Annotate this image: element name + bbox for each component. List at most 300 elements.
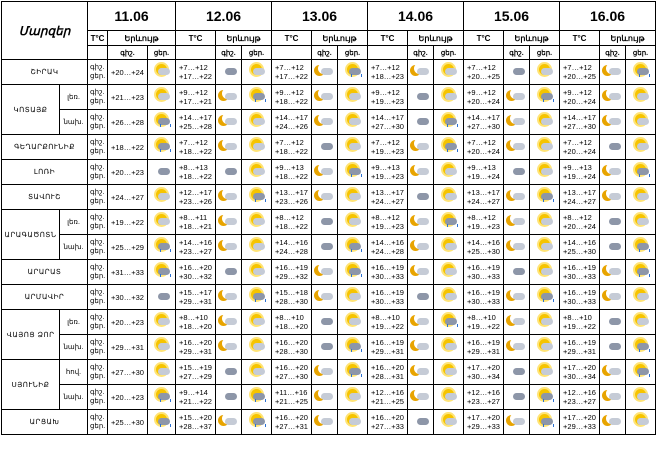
day-subheader: ցեր. — [530, 46, 560, 60]
moon-cloud-icon — [412, 312, 430, 327]
weather-column-header: Երևույթ — [504, 31, 560, 46]
temp-column-header: T°C — [272, 31, 312, 46]
night-temp: +7…+12 — [275, 138, 304, 147]
day-temp: +28…+31 — [371, 372, 404, 381]
night-temp: +16…+19 — [371, 263, 404, 272]
day-temp: +29…+33 — [563, 422, 596, 431]
day-weather-cell — [434, 260, 464, 285]
day-night-labels — [88, 260, 108, 285]
region-name: ԳԵՂԱՐՔՈՒՆԻՔ — [2, 135, 88, 160]
night-temp: +17…+20 — [563, 413, 596, 422]
rain-icon — [440, 312, 458, 327]
night-temp: +16…+19 — [371, 288, 404, 297]
night-temp: +14…+17 — [275, 113, 308, 122]
night-temp: +12…+16 — [467, 388, 500, 397]
sun-cloud-icon — [248, 312, 266, 327]
sun-cloud-icon — [344, 87, 362, 102]
night-temp: +15…+18 — [275, 288, 308, 297]
night-label: գիշ. — [90, 339, 105, 346]
temp-cell — [176, 385, 216, 410]
cloud-icon — [508, 162, 526, 177]
moon-cloud-icon — [508, 87, 526, 102]
day-temp: +25…+30 — [563, 247, 596, 256]
weather-icon — [153, 162, 171, 177]
night-weather-cell — [408, 210, 434, 235]
temp-cell — [464, 160, 504, 185]
night-temp: +16…+19 — [563, 263, 596, 272]
night-weather-cell — [408, 260, 434, 285]
night-temp: +16…+20 — [371, 363, 404, 372]
region-name: ԱՐՄԱՎԻՐ — [2, 285, 88, 310]
night-weather-cell — [504, 310, 530, 335]
night-weather-cell — [408, 385, 434, 410]
day-temp: +27…+30 — [371, 122, 404, 131]
sun-cloud-icon — [440, 287, 458, 302]
sun-cloud-icon — [632, 312, 650, 327]
region-name: ՎԱՅՈՑ ՁՈՐ — [2, 310, 60, 360]
weather-icon — [153, 212, 171, 227]
night-label: գիշ. — [90, 389, 105, 396]
temp-cell — [368, 60, 408, 85]
cloud-icon — [604, 337, 622, 352]
weather-cell — [148, 285, 176, 310]
day-temp: +21…+25 — [371, 397, 404, 406]
table-row — [2, 235, 656, 260]
temp-column-header: T°C — [560, 31, 600, 46]
night-weather-cell — [504, 260, 530, 285]
day-weather-cell — [434, 60, 464, 85]
day-weather-cell — [242, 185, 272, 210]
night-temp: +14…+17 — [467, 113, 500, 122]
night-weather-cell — [600, 285, 626, 310]
temp-cell: +20…+23 — [108, 385, 148, 410]
night-temp: +8…+12 — [467, 213, 496, 222]
day-temp: +30…+33 — [467, 297, 500, 306]
weather-cell — [148, 360, 176, 385]
night-weather-cell — [216, 135, 242, 160]
day-weather-cell — [434, 185, 464, 210]
night-temp: +7…+12 — [563, 138, 592, 147]
night-weather-cell — [216, 210, 242, 235]
temp-cell — [176, 335, 216, 360]
weather-icon — [153, 337, 171, 352]
day-temp: +30…+33 — [467, 272, 500, 281]
night-temp: +14…+17 — [563, 113, 596, 122]
night-weather-cell — [312, 260, 338, 285]
weather-icon — [153, 362, 171, 377]
day-temp: +23…+27 — [467, 397, 500, 406]
temp-cell — [368, 385, 408, 410]
night-weather-cell — [216, 360, 242, 385]
weather-cell — [148, 60, 176, 85]
temp-cell — [272, 310, 312, 335]
subregion-label: լեռ. — [60, 85, 88, 110]
day-weather-cell — [242, 385, 272, 410]
temp-cell: +19…+22 — [108, 210, 148, 235]
night-weather-cell — [408, 410, 434, 435]
night-weather-cell — [504, 360, 530, 385]
sun-cloud-icon — [248, 262, 266, 277]
day-weather-cell — [530, 260, 560, 285]
sun-cloud-icon — [248, 337, 266, 352]
day-temp: +17…+21 — [179, 97, 212, 106]
temp-cell: +18…+22 — [108, 135, 148, 160]
rain-icon — [632, 237, 650, 252]
cloud-icon — [508, 387, 526, 402]
night-weather-cell — [600, 260, 626, 285]
day-weather-cell — [626, 135, 656, 160]
day-weather-cell — [434, 360, 464, 385]
temp-cell — [560, 210, 600, 235]
temp-cell — [560, 85, 600, 110]
temp-cell: +21…+23 — [108, 85, 148, 110]
temp-cell: +29…+31 — [108, 335, 148, 360]
temp-cell — [464, 410, 504, 435]
sun-cloud-icon — [632, 87, 650, 102]
moon-cloud-icon — [508, 287, 526, 302]
day-temp: +30…+33 — [563, 297, 596, 306]
temp-subheader — [464, 46, 504, 60]
day-weather-cell — [242, 210, 272, 235]
moon-cloud-icon — [604, 262, 622, 277]
night-temp: +16…+19 — [467, 263, 500, 272]
night-weather-cell — [600, 60, 626, 85]
day-night-labels — [88, 410, 108, 435]
moon-cloud-icon — [412, 137, 430, 152]
day-temp: +20…+24 — [467, 97, 500, 106]
night-temp: +8…+10 — [371, 313, 400, 322]
sun-cloud-icon — [344, 212, 362, 227]
day-temp: +25…+28 — [179, 122, 212, 131]
weather-cell — [148, 210, 176, 235]
day-weather-cell — [338, 310, 368, 335]
night-weather-cell — [600, 210, 626, 235]
day-weather-cell — [338, 85, 368, 110]
day-weather-cell — [434, 385, 464, 410]
day-weather-cell — [626, 85, 656, 110]
day-temp: +20…+24 — [563, 222, 596, 231]
subregion-label: նախ. — [60, 385, 88, 410]
weather-cell — [148, 185, 176, 210]
temp-cell — [176, 85, 216, 110]
temp-cell — [272, 60, 312, 85]
weather-cell — [148, 310, 176, 335]
day-weather-cell — [242, 335, 272, 360]
cloud-icon — [508, 262, 526, 277]
day-temp: +27…+30 — [467, 122, 500, 131]
day-label: ցեր. — [90, 248, 106, 255]
temp-cell — [176, 235, 216, 260]
day-night-labels — [88, 310, 108, 335]
night-weather-cell — [312, 335, 338, 360]
moon-cloud-icon — [604, 412, 622, 427]
temp-cell — [464, 260, 504, 285]
sun-cloud-icon — [248, 162, 266, 177]
temp-cell — [464, 135, 504, 160]
day-weather-cell — [530, 185, 560, 210]
weather-icon — [153, 62, 171, 77]
night-temp: +7…+12 — [179, 63, 208, 72]
temp-cell — [272, 135, 312, 160]
night-weather-cell — [408, 110, 434, 135]
night-temp: +9…+12 — [275, 88, 304, 97]
day-night-labels — [88, 110, 108, 135]
day-night-labels — [88, 185, 108, 210]
day-night-labels — [88, 335, 108, 360]
region-name: ՏԱՎՈՒՇ — [2, 185, 88, 210]
rain-icon — [536, 87, 554, 102]
moon-cloud-icon — [220, 137, 238, 152]
night-weather-cell — [216, 85, 242, 110]
temp-cell: +27…+30 — [108, 360, 148, 385]
night-temp: +8…+12 — [371, 213, 400, 222]
night-weather-cell — [504, 235, 530, 260]
night-weather-cell — [312, 285, 338, 310]
table-row — [2, 210, 656, 235]
temp-cell — [272, 335, 312, 360]
day-weather-cell — [626, 160, 656, 185]
moon-cloud-icon — [316, 412, 334, 427]
night-label: գիշ. — [90, 64, 105, 71]
moon-cloud-icon — [508, 212, 526, 227]
day-weather-cell — [530, 385, 560, 410]
temp-cell — [176, 285, 216, 310]
temp-cell — [560, 60, 600, 85]
moon-cloud-icon — [508, 412, 526, 427]
night-temp: +16…+19 — [563, 288, 596, 297]
night-temp: +15…+20 — [179, 413, 212, 422]
rain-icon — [536, 387, 554, 402]
weather-cell — [148, 85, 176, 110]
day-weather-cell — [242, 110, 272, 135]
night-weather-cell — [312, 160, 338, 185]
temp-cell: +20…+23 — [108, 160, 148, 185]
day-label: ցեր. — [90, 173, 106, 180]
cloud-icon — [220, 262, 238, 277]
day-weather-cell — [242, 160, 272, 185]
weather-icon — [153, 387, 171, 402]
temp-cell — [560, 235, 600, 260]
weather-column-header: Երևույթ — [408, 31, 464, 46]
sun-cloud-icon — [536, 237, 554, 252]
rain-icon — [344, 262, 362, 277]
day-weather-cell — [338, 110, 368, 135]
day-temp: +17…+22 — [275, 72, 308, 81]
day-weather-cell — [338, 160, 368, 185]
rain-icon — [248, 187, 266, 202]
night-weather-cell — [600, 110, 626, 135]
cloud-icon — [220, 387, 238, 402]
day-temp: +19…+24 — [563, 172, 596, 181]
night-weather-cell — [600, 335, 626, 360]
day-temp: +19…+23 — [371, 172, 404, 181]
date-header: 13.06 — [272, 2, 368, 31]
temp-cell: +20…+24 — [108, 60, 148, 85]
night-temp: +8…+11 — [179, 213, 208, 222]
temp-cell — [176, 260, 216, 285]
day-subheader: ցեր. — [148, 46, 176, 60]
rain-icon — [440, 112, 458, 127]
night-weather-cell — [216, 260, 242, 285]
date-header: 16.06 — [560, 2, 656, 31]
temp-cell — [464, 360, 504, 385]
day-weather-cell — [338, 410, 368, 435]
table-row — [2, 285, 656, 310]
subregion-label: լեռ. — [60, 210, 88, 235]
temp-column-header: T°C — [176, 31, 216, 46]
night-weather-cell — [216, 235, 242, 260]
day-weather-cell — [626, 410, 656, 435]
temp-cell — [368, 85, 408, 110]
moon-cloud-icon — [220, 112, 238, 127]
day-weather-cell — [338, 385, 368, 410]
day-label: ցեր. — [90, 373, 106, 380]
night-temp: +16…+20 — [275, 413, 308, 422]
rain-icon — [344, 162, 362, 177]
day-weather-cell — [338, 135, 368, 160]
night-label: գիշ. — [90, 139, 105, 146]
day-temp: +20…+24 — [563, 147, 596, 156]
day-temp: +19…+22 — [467, 322, 500, 331]
night-temp: +13…+17 — [563, 188, 596, 197]
moon-cloud-icon — [604, 287, 622, 302]
sun-cloud-icon — [440, 387, 458, 402]
table-row — [2, 410, 656, 435]
night-weather-cell — [216, 160, 242, 185]
temp-cell: +25…+30 — [108, 410, 148, 435]
temp-cell — [560, 285, 600, 310]
day-weather-cell — [530, 60, 560, 85]
region-name: ԱՐԱԳԱԾՈՏՆ — [2, 210, 60, 260]
sun-cloud-icon — [344, 387, 362, 402]
night-temp: +13…+17 — [467, 188, 500, 197]
weather-cell — [148, 385, 176, 410]
night-weather-cell — [600, 185, 626, 210]
day-temp: +18…+23 — [371, 72, 404, 81]
table-row — [2, 260, 656, 285]
night-temp: +11…+16 — [275, 388, 308, 397]
sun-cloud-icon — [632, 387, 650, 402]
rain-icon — [344, 62, 362, 77]
day-weather-cell — [242, 260, 272, 285]
table-row — [2, 310, 656, 335]
temp-cell — [368, 260, 408, 285]
night-temp: +9…+12 — [371, 88, 400, 97]
night-weather-cell — [312, 110, 338, 135]
night-weather-cell — [216, 110, 242, 135]
night-temp: +12…+17 — [179, 188, 212, 197]
temp-cell — [272, 285, 312, 310]
subregion-label: նախ. — [60, 335, 88, 360]
weather-column-header: Երևույթ — [216, 31, 272, 46]
cloud-icon — [316, 237, 334, 252]
night-weather-cell — [216, 310, 242, 335]
night-weather-cell — [600, 85, 626, 110]
day-night-labels — [88, 160, 108, 185]
night-weather-cell — [600, 135, 626, 160]
day-label: ցեր. — [90, 348, 106, 355]
temp-cell — [368, 235, 408, 260]
cloud-icon — [220, 62, 238, 77]
day-weather-cell — [530, 310, 560, 335]
day-temp: +19…+22 — [563, 322, 596, 331]
day-weather-cell — [434, 235, 464, 260]
temp-cell — [368, 210, 408, 235]
temp-cell — [464, 285, 504, 310]
day-temp: +29…+32 — [275, 272, 308, 281]
moon-cloud-icon — [220, 187, 238, 202]
day-weather-cell — [434, 285, 464, 310]
night-weather-cell — [504, 335, 530, 360]
day-temp: +24…+26 — [275, 122, 308, 131]
temp-subheader — [176, 46, 216, 60]
day-temp: +20…+25 — [563, 72, 596, 81]
rain-icon — [632, 337, 650, 352]
cloud-icon — [604, 137, 622, 152]
day-temp: +18…+22 — [275, 222, 308, 231]
day-temp: +24…+27 — [371, 197, 404, 206]
day-temp: +23…+26 — [275, 197, 308, 206]
night-label: գիշ. — [90, 364, 105, 371]
moon-cloud-icon — [604, 162, 622, 177]
night-temp: +16…+20 — [179, 338, 212, 347]
weather-column-header: Երևույթ — [600, 31, 656, 46]
day-temp: +19…+23 — [371, 222, 404, 231]
table-row — [2, 85, 656, 110]
night-temp: +16…+20 — [179, 263, 212, 272]
temp-cell: +25…+29 — [108, 235, 148, 260]
night-temp: +8…+10 — [179, 313, 208, 322]
day-temp: +28…+30 — [275, 297, 308, 306]
table-row — [2, 385, 656, 410]
night-temp: +7…+12 — [563, 63, 592, 72]
cloud-icon — [316, 337, 334, 352]
temp-cell: +31…+33 — [108, 260, 148, 285]
night-weather-cell — [504, 160, 530, 185]
sun-cloud-icon — [440, 262, 458, 277]
temp-cell — [560, 185, 600, 210]
night-weather-cell — [408, 185, 434, 210]
night-weather-cell — [312, 235, 338, 260]
day-temp: +30…+33 — [563, 272, 596, 281]
day-temp: +27…+33 — [371, 422, 404, 431]
night-label: գիշ. — [90, 164, 105, 171]
cloud-icon — [316, 312, 334, 327]
weather-cell — [148, 410, 176, 435]
weather-icon — [153, 237, 171, 252]
temp-cell — [272, 110, 312, 135]
cloud-icon — [412, 412, 430, 427]
table-row — [2, 60, 656, 85]
day-temp: +18…+22 — [275, 147, 308, 156]
day-weather-cell — [530, 210, 560, 235]
day-weather-cell — [242, 310, 272, 335]
temp-cell — [176, 110, 216, 135]
temp-cell — [176, 310, 216, 335]
day-weather-cell — [626, 110, 656, 135]
day-night-labels — [88, 285, 108, 310]
temp-cell — [176, 60, 216, 85]
temp-cell — [272, 210, 312, 235]
temp-cell — [272, 185, 312, 210]
day-temp: +29…+31 — [563, 347, 596, 356]
day-label: ցեր. — [90, 73, 106, 80]
day-weather-cell — [242, 135, 272, 160]
weather-icon — [153, 112, 171, 127]
moon-cloud-icon — [220, 287, 238, 302]
moon-cloud-icon — [412, 337, 430, 352]
cloud-icon — [508, 362, 526, 377]
